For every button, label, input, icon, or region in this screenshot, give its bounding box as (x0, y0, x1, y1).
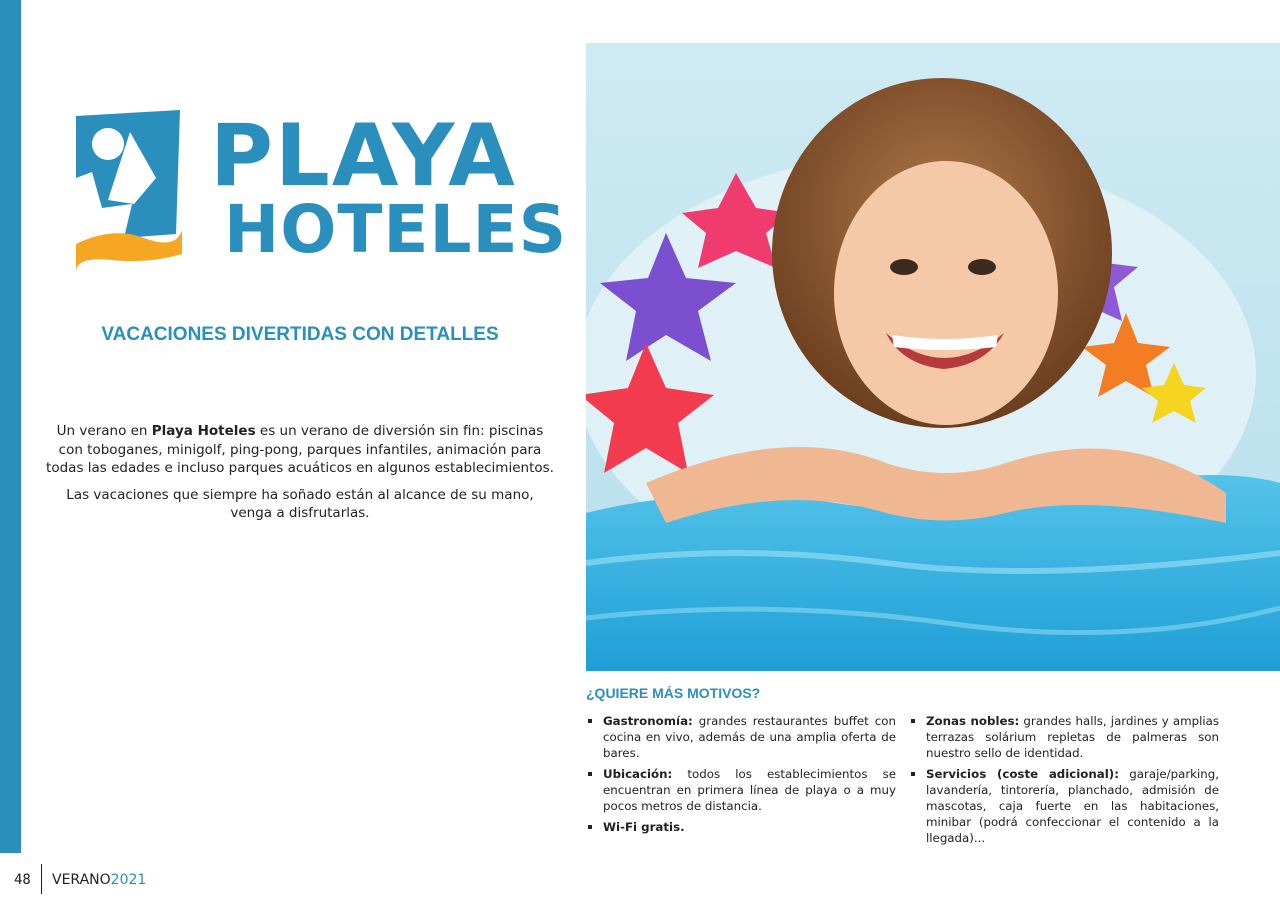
footer-divider (41, 864, 42, 894)
playa-hoteles-logo (72, 106, 568, 278)
catalog-label: VERANO2021 (52, 872, 147, 888)
hero-photo-child-in-pool (586, 43, 1280, 671)
reason-item: Gastronomía: grandes restaurantes buffet con cocina en vivo, además de una amplia oferta de bares. (586, 713, 896, 761)
page-headline: VACACIONES DIVERTIDAS CON DETALLES (101, 324, 499, 345)
logo-emblem-icon (72, 108, 192, 278)
logo-word-playa: PLAYA (210, 106, 517, 206)
side-accent-bar (0, 0, 21, 853)
intro-paragraph-2: Las vacaciones que siempre ha soñado están al alcance de su mano, venga a disfrutarlas. (66, 486, 534, 521)
more-reasons-title: ¿QUIERE MÁS MOTIVOS? (586, 685, 761, 701)
reason-item: Servicios (coste adicional): garaje/parking, lavandería, tintorería, planchado, admisión de mascotas, caja fuerte en las habitaciones, minibar (podrá confeccionar el contenido a la llegada)... (909, 766, 1219, 846)
intro-paragraph-1: Un verano en Playa Hoteles es un verano de diversión sin fin: piscinas con toboganes, minigolf, ping-pong, parques infantiles, animación para todas las edades e incluso parques acuáticos en algunos establecimientos. (46, 423, 554, 476)
reason-item: Zonas nobles: grandes halls, jardines y amplias terrazas solárium repletas de palmeras son nuestro sello de identidad. (909, 713, 1219, 761)
reason-item: Wi-Fi gratis. (586, 819, 896, 835)
reason-item: Ubicación: todos los establecimientos se encuentran en primera línea de playa o a muy pocos metros de distancia. (586, 766, 896, 814)
logo-word-hoteles: HOTELES (224, 191, 568, 268)
reasons-column-left (586, 713, 896, 840)
page-number: 48 (14, 872, 31, 888)
reasons-column-right (909, 713, 1219, 851)
intro-text (44, 422, 556, 531)
